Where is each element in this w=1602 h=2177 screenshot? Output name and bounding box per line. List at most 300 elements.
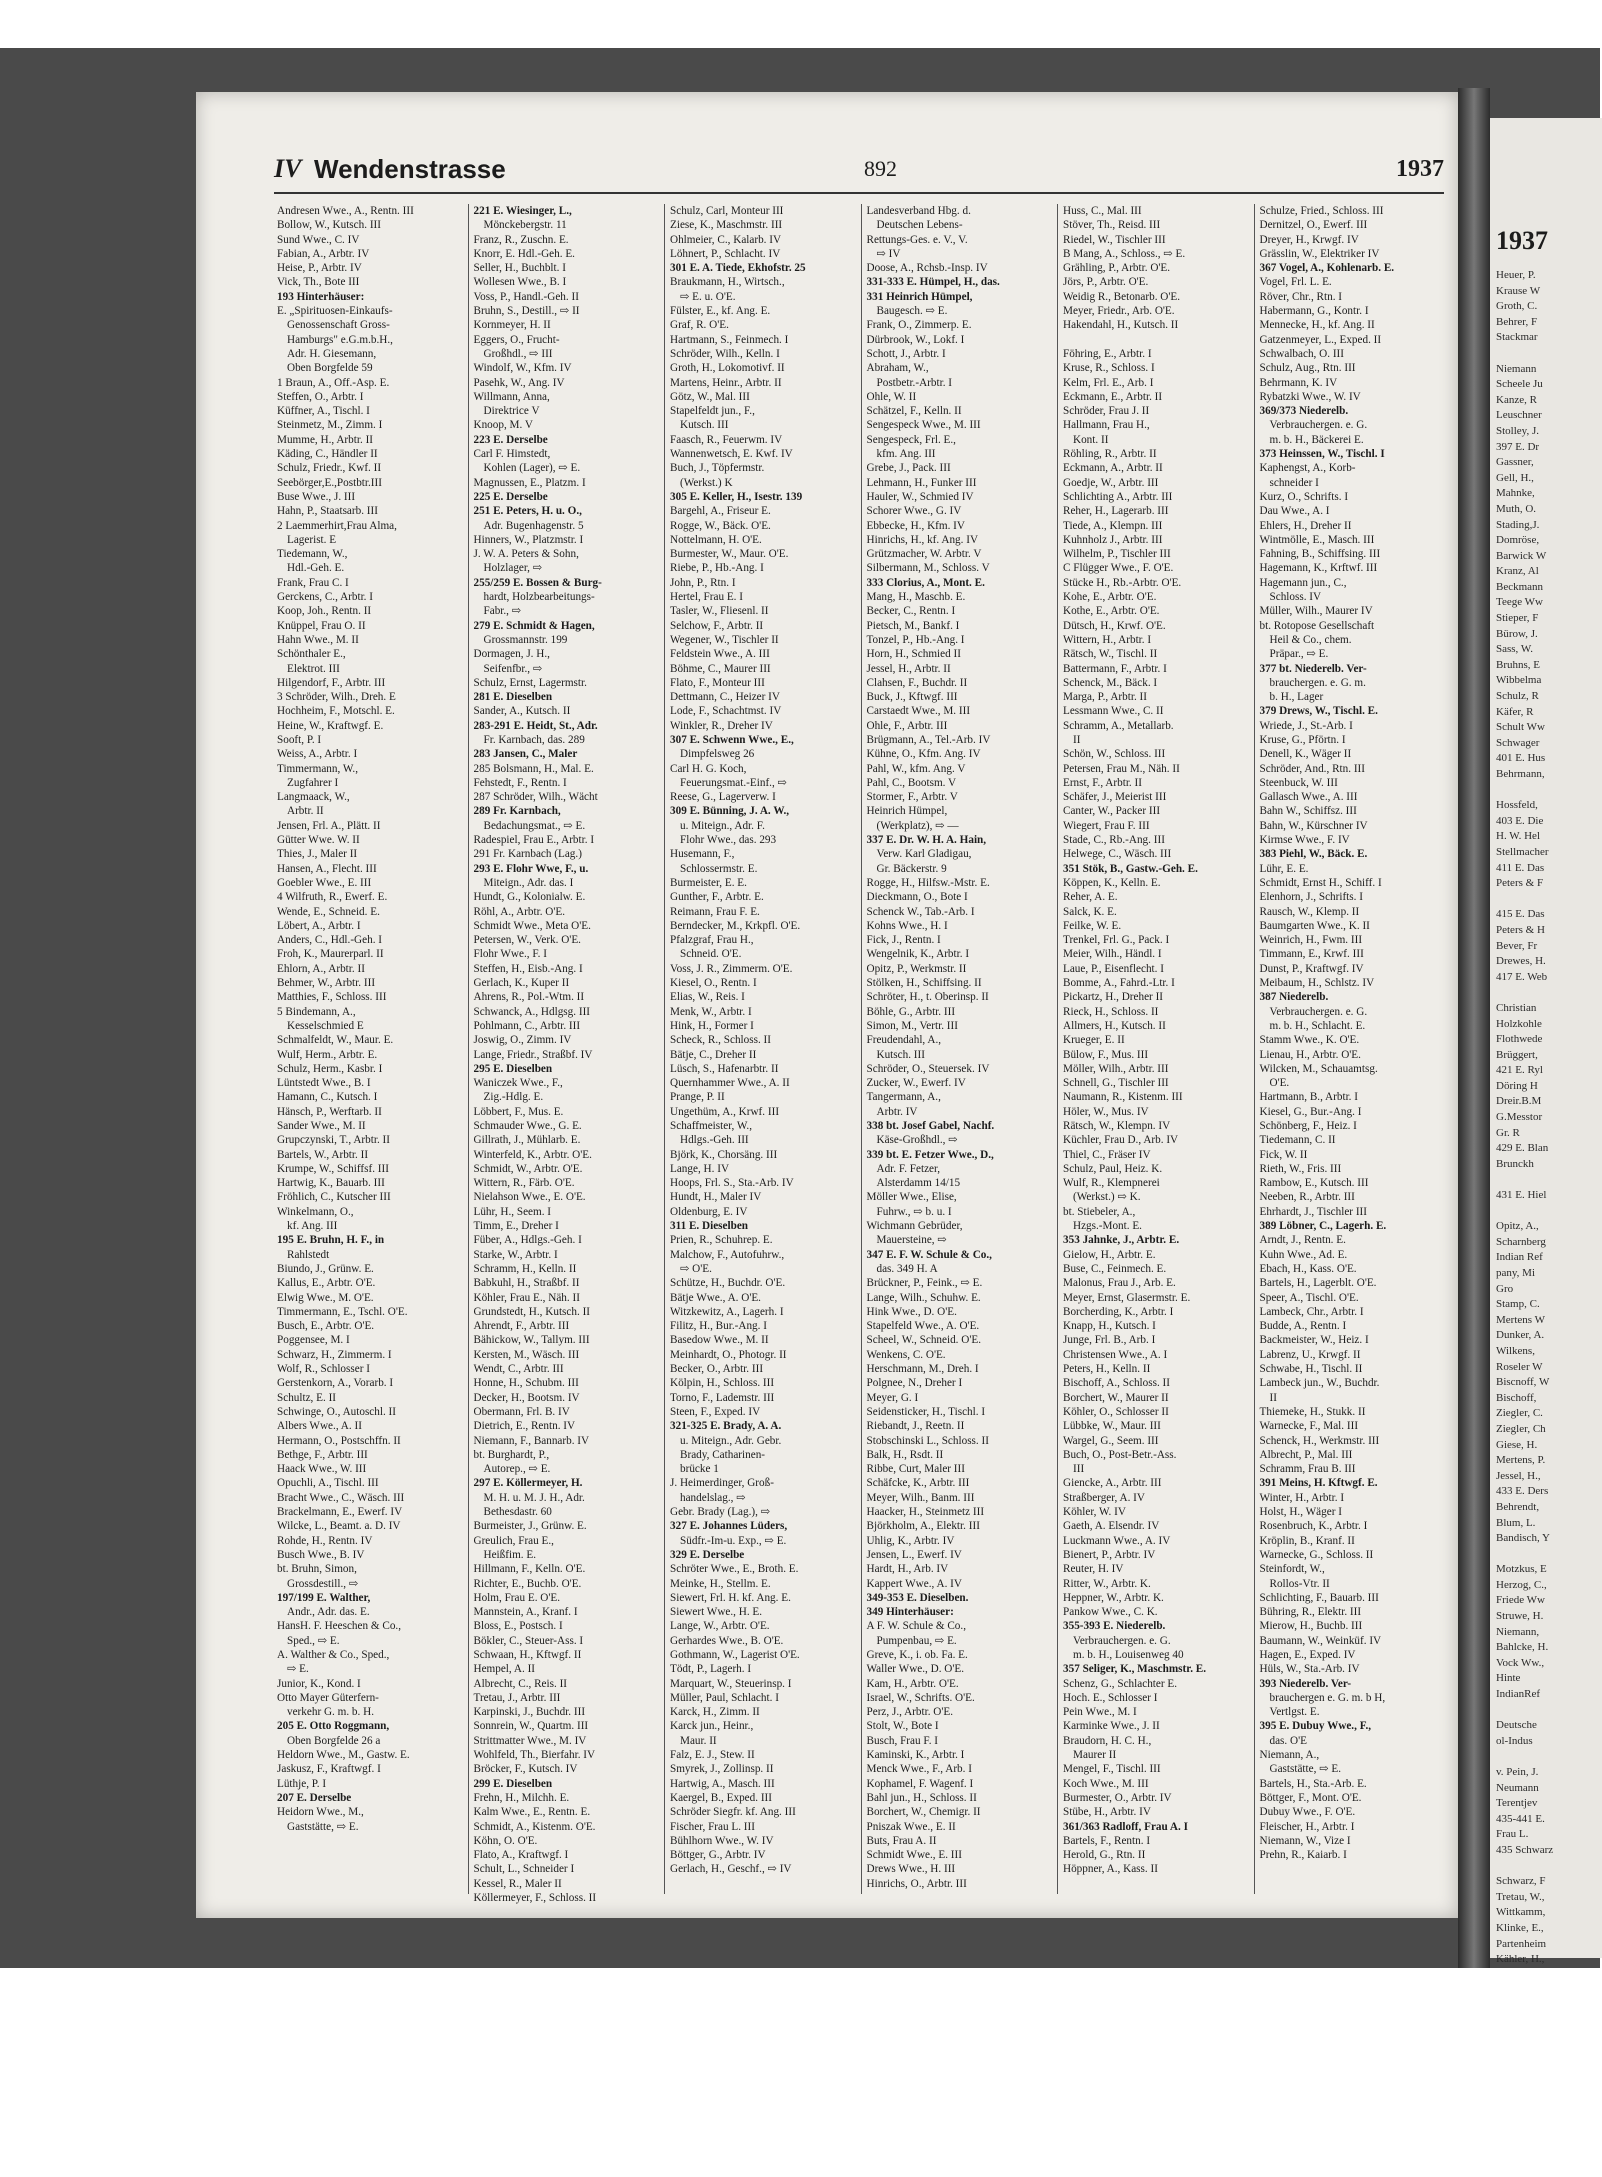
resident-entry: Junge, Frl. B., Arb. I (1063, 1334, 1156, 1347)
resident-entry: Mang, H., Maschb. E. (866, 591, 966, 604)
resident-entry: Arbtr. IV (876, 1105, 918, 1118)
resident-entry: Magnussen, E., Platzm. I (473, 476, 586, 489)
resident-entry: Willmann, Anna, (473, 390, 550, 403)
facing-page-line (1496, 1703, 1553, 1719)
resident-entry: Pniszak Wwe., E. II (866, 1820, 956, 1833)
resident-entry: Filitz, H., Bur.-Ang. I (670, 1320, 767, 1333)
resident-entry: Schmidt Wwe., Meta O'E. (473, 919, 591, 932)
facing-page-line: Teege Ww (1496, 596, 1543, 609)
resident-entry: Feilke, W. E. (1063, 919, 1122, 932)
resident-entry: Busch, Frau F. I (866, 1734, 939, 1747)
resident-entry: Ohlmeier, C., Kalarb. IV (670, 233, 782, 246)
resident-entry: Burmeister, J., Grünw. E. (473, 1520, 587, 1533)
resident-entry: Pumpenbau, ⇨ E. (876, 1634, 957, 1647)
resident-entry: Schwalbach, O. III (1259, 347, 1344, 360)
resident-entry: Herold, G., Rtn. II (1063, 1849, 1146, 1862)
resident-entry: Baumgarten Wwe., K. II (1259, 919, 1370, 932)
resident-entry: Sengespeck, Frl. E., (866, 433, 956, 446)
resident-entry: Hartwig, K., Bauarb. III (277, 1177, 385, 1190)
facing-page-line: Schult Ww (1496, 721, 1545, 734)
resident-entry: Schäfer, J., Meierist III (1063, 791, 1167, 804)
resident-entry: Scheck, R., Schloss. II (670, 1034, 771, 1047)
resident-entry: Wilcken, M., Schauamtsg. (1259, 1062, 1378, 1075)
resident-entry: III (1073, 1463, 1085, 1476)
facing-page-line: Ziegler, C. (1496, 1407, 1543, 1420)
resident-entry: Brückner, P., Feink., ⇨ E. (866, 1277, 983, 1290)
resident-entry: Meyer, G. I (866, 1391, 919, 1404)
resident-entry: Heppner, W., Arbtr. K. (1063, 1591, 1164, 1604)
resident-entry: Greulich, Frau E., (473, 1534, 554, 1547)
house-number-entry: 305 E. Keller, H., Isestr. 139 (670, 490, 803, 503)
resident-entry: A F. W. Schule & Co., (866, 1620, 966, 1633)
house-number-entry: 295 E. Dieselben (473, 1062, 553, 1075)
resident-entry: Polgnee, N., Dreher I (866, 1377, 963, 1390)
resident-entry: Hagemann, K., Krftwf. III (1259, 562, 1378, 575)
facing-page-line: Kähler, H., (1496, 1953, 1545, 1966)
resident-entry: Stöver, Th., Reisd. III (1063, 219, 1161, 232)
resident-entry: Eckmann, A., Arbtr. II (1063, 462, 1163, 475)
house-number-entry: 373 Heinssen, W., Tischl. I (1259, 448, 1385, 461)
facing-page-line: pany, Mi (1496, 1267, 1536, 1279)
resident-entry: Ohle, W. II (866, 390, 917, 403)
facing-page-line: 417 E. Web (1496, 970, 1548, 983)
resident-entry: Scheel, W., Schneid. O'E. (866, 1334, 981, 1347)
house-number-entry: 193 Hinterhäuser: (277, 290, 365, 303)
resident-entry: kf. Ang. III (287, 1220, 338, 1233)
resident-entry: Baumann, W., Weinküf. IV (1259, 1634, 1382, 1647)
resident-entry: Hundt, G., Kolonialw. E. (473, 891, 586, 904)
facing-page-line: Opitz, A., (1496, 1220, 1539, 1233)
resident-entry: Radespiel, Frau E., Arbtr. I (473, 834, 595, 847)
facing-page-line (1496, 985, 1553, 1001)
resident-entry: Böttger, G., Arbtr. IV (670, 1849, 766, 1862)
resident-entry: Reher, A. E. (1063, 891, 1118, 904)
resident-entry: Genossenschaft Gross- (287, 319, 390, 332)
resident-entry: Warnecke, G., Schloss. II (1259, 1548, 1374, 1561)
resident-entry: Hartmann, B., Arbtr. I (1259, 1091, 1358, 1104)
resident-entry: Kirmse Wwe., F. IV (1259, 834, 1350, 847)
facing-page-line: H. W. Hel (1496, 830, 1540, 843)
resident-entry: Wulf, R., Klempnerei (1063, 1177, 1160, 1190)
resident-entry: B Mang, A., Schloss., ⇨ E. (1063, 247, 1186, 260)
resident-entry: das. O'E (1269, 1734, 1307, 1747)
resident-entry: Schulz, Aug., Rtn. III (1259, 362, 1356, 375)
directory-column (272, 204, 468, 1894)
resident-entry: Ritter, W., Arbtr. K. (1063, 1577, 1151, 1590)
house-number-entry: 339 bt. E. Fetzer Wwe., D., (866, 1148, 994, 1161)
resident-entry: Kuhn Wwe., Ad. E. (1259, 1248, 1348, 1261)
resident-entry: Dieckmann, O., Bote I (866, 891, 968, 904)
resident-entry: Rieth, W., Fris. III (1259, 1162, 1342, 1175)
house-number-entry: 205 E. Otto Roggmann, (277, 1720, 390, 1733)
resident-entry: Habermann, G., Kontr. I (1259, 305, 1369, 318)
resident-entry: Gaststätte, ⇨ E. (1269, 1763, 1342, 1776)
resident-entry: Miteign., Adr. das. I (483, 876, 574, 889)
resident-entry: Bahn, W., Kürschner IV (1259, 819, 1368, 832)
resident-entry: Adr. F. Fetzer, (876, 1162, 941, 1175)
resident-entry: Neeben, R., Arbtr. III (1259, 1191, 1355, 1204)
resident-entry: Quernhammer Wwe., A. II (670, 1077, 790, 1090)
resident-entry: Steinmetz, M., Zimm. I (277, 419, 383, 432)
resident-entry: Arndt, J., Rentn. E. (1259, 1234, 1346, 1247)
resident-entry: Schulz, Friedr., Kwf. II (277, 462, 382, 475)
resident-entry: Böhme, C., Maurer III (670, 662, 771, 675)
resident-entry: Hallmann, Frau H., (1063, 419, 1150, 432)
facing-page-line: 435 Schwarz (1496, 1843, 1554, 1856)
resident-entry: Anders, C., Hdl.-Geh. I (277, 934, 383, 947)
resident-entry: 2 Laemmerhirt,Frau Alma, (277, 519, 397, 532)
house-number-entry: 307 E. Schwenn Wwe., E., (670, 733, 794, 746)
resident-entry: Schaffmeister, W., (670, 1120, 752, 1132)
facing-page-line: Stellmacher (1496, 845, 1549, 858)
resident-entry: Tiedemann, C. II (1259, 1134, 1336, 1147)
resident-entry: Fabian, A., Arbtr. IV (277, 247, 370, 260)
resident-entry: Eggers, O., Frucht- (473, 333, 560, 346)
resident-entry: Kessel, R., Maler II (473, 1877, 562, 1890)
resident-entry: Meinke, H., Stellm. E. (670, 1577, 771, 1590)
resident-entry: Verbrauchergen. e. G. (1269, 419, 1368, 432)
resident-entry: Knoop, M. V (473, 419, 533, 432)
resident-entry: Lambeck, Chr., Arbtr. I (1259, 1305, 1364, 1318)
resident-entry: Andr., Adr. das. E. (287, 1606, 370, 1619)
resident-entry: Landesverband Hbg. d. (866, 205, 971, 217)
resident-entry: Baugesch. ⇨ E. (876, 305, 948, 318)
resident-entry: Gallasch Wwe., A. III (1259, 791, 1358, 804)
resident-entry: Pohlmann, C., Arbtr. III (473, 1019, 581, 1032)
resident-entry: Buts, Frau A. II (866, 1834, 937, 1847)
resident-entry: Vertlgst. E. (1269, 1706, 1320, 1719)
resident-entry: Bethesdastr. 60 (483, 1506, 552, 1519)
resident-entry: Kruse, G., Pförtn. I (1259, 733, 1346, 746)
resident-entry: Sooft, P. I (277, 733, 322, 746)
resident-entry: Hüls, W., Sta.-Arb. IV (1259, 1663, 1360, 1676)
facing-page-line: Schulz, R (1496, 690, 1539, 703)
facing-page-line (1496, 783, 1553, 799)
resident-entry: Hamburgs" e.G.m.b.H., (287, 333, 393, 346)
house-number-entry: 379 Drews, W., Tischl. E. (1259, 705, 1378, 718)
resident-entry: brauchergen e. G. m. b H, (1269, 1691, 1386, 1704)
resident-entry: Mannstein, A., Kranf. I (473, 1606, 578, 1619)
resident-entry: Hink Wwe., D. O'E. (866, 1305, 957, 1318)
resident-entry: Drews Wwe., H. III (866, 1863, 956, 1876)
resident-entry: Braukmann, H., Wirtsch., (670, 276, 785, 289)
resident-entry: Gerlach, K., Kuper II (473, 977, 570, 990)
resident-entry: Wiegert, Frau F. III (1063, 819, 1150, 832)
resident-entry: Präpar., ⇨ E. (1269, 648, 1329, 661)
resident-entry: Jensen, Frl. A., Plätt. II (277, 819, 381, 832)
resident-entry: Ahrens, R., Pol.-Wtm. II (473, 991, 585, 1004)
resident-entry: 3 Schröder, Wilh., Dreh. E (277, 691, 396, 704)
resident-entry: Rohde, H., Rentn. IV (277, 1534, 373, 1547)
resident-entry: Stübe, H., Arbtr. IV (1063, 1806, 1151, 1819)
directory-column (468, 204, 665, 1905)
resident-entry: Pickartz, H., Dreher II (1063, 991, 1164, 1004)
facing-page-line: Gr. R (1496, 1126, 1520, 1139)
resident-entry: verkehr G. m. b. H. (287, 1706, 374, 1719)
resident-entry: Seller, H., Buchblt. I (473, 262, 566, 275)
facing-page-line: Indian Ref (1496, 1251, 1543, 1264)
resident-entry: Hdlgs.-Geh. III (680, 1134, 749, 1147)
facing-page-line: Scheele Ju (1496, 378, 1543, 391)
resident-entry: Gr. Bäckerstr. 9 (876, 862, 947, 875)
resident-entry (1063, 333, 1249, 347)
resident-entry: II (1269, 1391, 1277, 1404)
resident-entry: Nottelmann, H. O'E. (670, 533, 762, 546)
resident-entry: Groth, H., Lokomotivf. II (670, 362, 785, 375)
resident-entry: Hamann, C., Kutsch. I (277, 1091, 378, 1104)
resident-entry: Gillrath, J., Mühlarb. E. (473, 1134, 581, 1147)
resident-entry: Frank, Frau C. I (277, 576, 349, 589)
resident-entry: Kelm, Frl. E., Arb. I (1063, 376, 1154, 389)
resident-entry: Steffen, H., Eisb.-Ang. I (473, 962, 583, 975)
facing-page-line: 429 E. Blan (1496, 1142, 1549, 1155)
resident-entry: Schätzel, F., Kelln. II (866, 405, 962, 418)
facing-page-year: 1937 (1496, 226, 1548, 255)
resident-entry: Alsterdamm 14/15 (876, 1177, 961, 1190)
resident-entry: bt. Stiebeler, A., (1063, 1205, 1136, 1218)
resident-entry: Kaphengst, A., Korb- (1259, 462, 1356, 475)
resident-entry: Backmeister, W., Heiz. I (1259, 1334, 1369, 1347)
resident-entry: Junior, K., Kond. I (277, 1677, 361, 1690)
resident-entry: Köllermeyer, F., Schloss. II (473, 1892, 597, 1905)
resident-entry: Malchow, F., Autofuhrw., (670, 1248, 785, 1261)
resident-entry: Timmermann, E., Tschl. O'E. (277, 1305, 408, 1318)
resident-entry: Rambow, E., Kutsch. III (1259, 1177, 1369, 1190)
resident-entry: Fehstedt, F., Rentn. I (473, 776, 567, 789)
resident-entry: Opuchli, A., Tischl. III (277, 1477, 379, 1490)
resident-entry: Dimpfelsweg 26 (680, 748, 755, 761)
facing-page-line: IndianRef (1496, 1688, 1540, 1701)
resident-entry: Schönberg, F., Heiz. I (1259, 1120, 1357, 1132)
resident-entry: Köhn, O. O'E. (473, 1834, 538, 1847)
facing-page-line: Mahnke, (1496, 487, 1535, 500)
facing-page-line: Holzkohle (1496, 1017, 1542, 1030)
resident-entry: Lambeck jun., W., Buchdr. (1259, 1377, 1380, 1390)
resident-entry: Karck jun., Heinr., (670, 1720, 754, 1733)
resident-entry: Schmidt Wwe., E. III (866, 1849, 962, 1862)
resident-entry: Seidensticker, H., Tischl. I (866, 1405, 986, 1418)
resident-entry: Joswig, O., Zimm. IV (473, 1034, 572, 1047)
facing-page-line: Christian (1496, 1001, 1537, 1014)
book-spine (1458, 88, 1490, 1968)
resident-entry: Rybatzki Wwe., W. IV (1259, 390, 1361, 403)
resident-entry: Martens, Heinr., Arbtr. II (670, 376, 782, 389)
house-number-entry: 337 E. Dr. W. H. A. Hain, (866, 834, 987, 847)
resident-entry: Bienert, P., Arbtr. IV (1063, 1548, 1156, 1561)
resident-entry: Pahl, C., Bootsm. V (866, 776, 957, 789)
resident-entry: Falz, E. J., Stew. II (670, 1749, 755, 1762)
facing-page-line (1496, 1172, 1553, 1188)
resident-entry: Löbbert, F., Mus. E. (473, 1105, 564, 1118)
resident-entry: Oben Borgfelde 59 (287, 362, 373, 375)
resident-entry: Bomme, A., Fahrd.-Ltr. I (1063, 977, 1175, 990)
facing-page-line: Domröse, (1496, 534, 1540, 547)
resident-entry: Torno, F., Lademstr. III (670, 1391, 775, 1404)
resident-entry: Salck, K. E. (1063, 905, 1117, 918)
resident-entry: Müller, Paul, Schlacht. I (670, 1691, 779, 1704)
resident-entry: Bätje, C., Dreher II (670, 1048, 757, 1061)
resident-entry: Flato, F., Monteur III (670, 676, 765, 689)
resident-entry: Labrenz, U., Krwgf. II (1259, 1348, 1361, 1361)
resident-entry: Elwig Wwe., M. O'E. (277, 1291, 374, 1304)
resident-entry: 5 Bindemann, A., (277, 1005, 356, 1018)
resident-entry: Schenck, H., Werkmstr. III (1259, 1434, 1380, 1447)
resident-entry: Hardt, H., Arb. IV (866, 1563, 949, 1576)
resident-entry: Lange, H. IV (670, 1162, 730, 1175)
resident-entry: Bollow, W., Kutsch. III (277, 219, 381, 232)
resident-entry: Gaststätte, ⇨ E. (287, 1820, 359, 1833)
resident-entry: Schramm, H., Kelln. II (473, 1262, 577, 1275)
resident-entry: Verbrauchergen. e. G. (1073, 1634, 1171, 1647)
house-number-entry: 395 E. Dubuy Wwe., F., (1259, 1720, 1372, 1733)
resident-entry: Meyer, Ernst, Glasermstr. E. (1063, 1291, 1191, 1304)
resident-entry: u. Miteign., Adr. F. (680, 819, 765, 832)
resident-entry: Mönckebergstr. 11 (483, 219, 567, 232)
house-number-entry: 331-333 E. Hümpel, H., das. (866, 276, 1000, 289)
resident-entry: Witzkewitz, A., Lagerh. I (670, 1305, 784, 1318)
resident-entry: Stücke H., Rb.-Arbtr. O'E. (1063, 576, 1182, 589)
resident-entry: u. Miteign., Adr. Gebr. (680, 1434, 782, 1447)
resident-entry: A. Walther & Co., Sped., (277, 1648, 390, 1661)
facing-page-line: Mertens, P. (1496, 1454, 1546, 1467)
resident-entry: Hänsch, P., Werftarb. II (277, 1105, 382, 1118)
resident-entry: Meyer, Wilh., Banm. III (866, 1491, 975, 1504)
resident-entry: Lüthje, P. I (277, 1777, 327, 1790)
resident-entry: Ehrhardt, J., Tischler III (1259, 1205, 1368, 1218)
resident-entry: Schneid. O'E. (680, 948, 742, 961)
resident-entry: Gielow, H., Arbtr. E. (1063, 1248, 1156, 1261)
house-number-entry: 289 Fr. Karnbach, (473, 805, 561, 818)
resident-entry: Krumpe, W., Schiffsf. III (277, 1162, 389, 1175)
resident-entry: Borchert, W., Chemigr. II (866, 1806, 981, 1819)
resident-entry: Möller Wwe., Elise, (866, 1191, 957, 1204)
facing-page-line: Peters & F (1496, 877, 1544, 890)
resident-entry: Ungethüm, A., Krwf. III (670, 1105, 780, 1118)
resident-entry: Buck, J., Kftwgf. III (866, 691, 958, 704)
resident-entry: Greve, K., i. ob. Fa. E. (866, 1648, 968, 1661)
resident-entry: Hinners, W., Platzmstr. I (473, 533, 584, 546)
resident-entry: Jensen, L., Ewerf. IV (866, 1548, 962, 1561)
facing-page-line: 401 E. Hus (1496, 752, 1546, 765)
resident-entry: Jaskusz, F., Kraftwgf. I (277, 1763, 381, 1776)
resident-entry: Strittmatter Wwe., M. IV (473, 1734, 587, 1747)
resident-entry: Denell, K., Wäger II (1259, 748, 1352, 761)
resident-entry: handelslag., ⇨ (680, 1491, 746, 1504)
resident-entry: Kiesel, O., Rentn. I (670, 977, 757, 990)
resident-entry: Albers Wwe., A. II (277, 1420, 362, 1433)
resident-entry: Kaergel, B., Exped. III (670, 1791, 772, 1804)
house-number-entry: 393 Niederelb. Ver- (1259, 1677, 1352, 1690)
house-number-entry: 377 bt. Niederelb. Ver- (1259, 662, 1367, 675)
facing-page-line: Dreir.B.M (1496, 1095, 1542, 1108)
resident-entry: Huss, C., Mal. III (1063, 205, 1142, 217)
resident-entry: Bahl jun., H., Schloss. II (866, 1791, 977, 1804)
resident-entry: Rettungs-Ges. e. V., V. (866, 233, 968, 246)
house-number-entry: 367 Vogel, A., Kohlenarb. E. (1259, 262, 1395, 275)
resident-entry: Niemann, A., (1259, 1749, 1320, 1762)
resident-entry: Dubuy Wwe., F. O'E. (1259, 1806, 1356, 1819)
resident-entry: Timmermann, W., (277, 762, 359, 775)
resident-entry: Buch, O., Post-Betr.-Ass. (1063, 1448, 1177, 1461)
facing-page-line: Klinke, E., (1496, 1921, 1544, 1934)
resident-entry: Kophamel, F. Wagenf. I (866, 1777, 974, 1790)
facing-page-line: Krause W (1496, 284, 1541, 297)
resident-entry: Straßberger, A. IV (1063, 1491, 1145, 1504)
resident-entry: Allmers, H., Kutsch. II (1063, 1019, 1166, 1032)
resident-entry: Sund Wwe., C. IV (277, 233, 360, 246)
resident-entry: m. b. H., Schlacht. E. (1269, 1019, 1366, 1032)
facing-page-line: 433 E. Ders (1496, 1485, 1549, 1498)
resident-entry: ⇨ E. u. O'E. (680, 290, 736, 303)
resident-entry: Schröder, And., Rtn. III (1259, 762, 1366, 775)
facing-page-line: v. Pein, J. (1496, 1766, 1539, 1778)
resident-entry: Schmidt, Ernst H., Schiff. I (1259, 876, 1382, 889)
facing-page-line: Wibbelma (1496, 674, 1542, 687)
facing-page-line: Hossfeld, (1496, 799, 1538, 812)
facing-page-line: 421 E. Ryl (1496, 1064, 1543, 1077)
resident-entry: Weidig R., Betonarb. O'E. (1063, 290, 1181, 303)
resident-entry: C Flügger Wwe., F. O'E. (1063, 562, 1174, 575)
resident-entry: Gunther, F., Arbtr. E. (670, 891, 764, 904)
resident-entry: Dunst, P., Kraftwgf. IV (1259, 962, 1364, 975)
resident-entry: Stamm Wwe., K. O'E. (1259, 1034, 1360, 1047)
resident-entry: Schulz, Carl, Monteur III (670, 205, 784, 217)
facing-page-line (1496, 892, 1553, 908)
facing-page-line: Roseler W (1496, 1360, 1543, 1373)
resident-entry: Adr. H. Giesemann, (287, 347, 377, 360)
resident-entry: Deutschen Lebens- (876, 219, 963, 232)
resident-entry: Gerhardes Wwe., B. O'E. (670, 1634, 784, 1647)
resident-entry: Mauersteine, ⇨ (876, 1234, 947, 1247)
facing-page-line: Bruhns, E (1496, 658, 1540, 671)
resident-entry: Müller, Wilh., Maurer IV (1259, 605, 1373, 618)
resident-entry: Köhler, O., Schlosser II (1063, 1405, 1169, 1418)
resident-entry: Thiel, C., Fräser IV (1063, 1148, 1151, 1161)
resident-entry: Brackelmann, E., Ewerf. IV (277, 1506, 403, 1519)
resident-entry: Flohr Wwe., F. I (473, 948, 547, 961)
resident-entry: Bracht Wwe., C., Wäsch. III (277, 1491, 405, 1504)
resident-entry: Stolt, W., Bote I (866, 1720, 939, 1733)
facing-page-line: Döring H (1496, 1079, 1538, 1092)
house-number-entry: 279 E. Schmidt & Hagen, (473, 619, 595, 632)
resident-entry: Käding, C., Händler II (277, 448, 378, 461)
resident-entry: Weinrich, H., Fwm. III (1259, 934, 1363, 947)
resident-entry: Smyrek, J., Zollinsp. II (670, 1763, 774, 1776)
resident-entry: Perz, J., Arbtr. O'E. (866, 1706, 954, 1719)
house-number-entry: 329 E. Derselbe (670, 1548, 745, 1561)
resident-entry: Kothe, E., Arbtr. O'E. (1063, 605, 1160, 618)
resident-entry: HansH. F. Heeschen & Co., (277, 1620, 402, 1633)
resident-entry: Gütter Wwe. W. II (277, 834, 360, 847)
resident-entry: Maur. II (680, 1734, 717, 1747)
facing-page-line: Gassner, (1496, 456, 1534, 469)
resident-entry: Schott, J., Arbtr. I (866, 347, 946, 360)
facing-page-line: Blum, L. (1496, 1516, 1536, 1529)
facing-page-line: Mertens W (1496, 1313, 1545, 1326)
facing-page-line: 435-441 E. (1496, 1812, 1545, 1825)
facing-page-line: Bischoff, (1496, 1391, 1537, 1404)
facing-page-line: Schwarz, F (1496, 1875, 1546, 1888)
facing-page-line: Partenheim (1496, 1937, 1547, 1950)
resident-entry: Steffen, O., Arbtr. I (277, 390, 364, 403)
resident-entry: Kröplin, B., Kranf. II (1259, 1534, 1355, 1547)
house-number-entry: 347 E. F. W. Schule & Co., (866, 1248, 992, 1261)
resident-entry: Borchert, W., Maurer II (1063, 1391, 1169, 1404)
resident-entry: Ribbe, Curt, Maler III (866, 1463, 965, 1476)
facing-page-line: Dunker, A. (1496, 1329, 1545, 1342)
resident-entry: Schulze, Fried., Schloss. III (1259, 205, 1384, 217)
facing-page-line (1496, 346, 1553, 362)
